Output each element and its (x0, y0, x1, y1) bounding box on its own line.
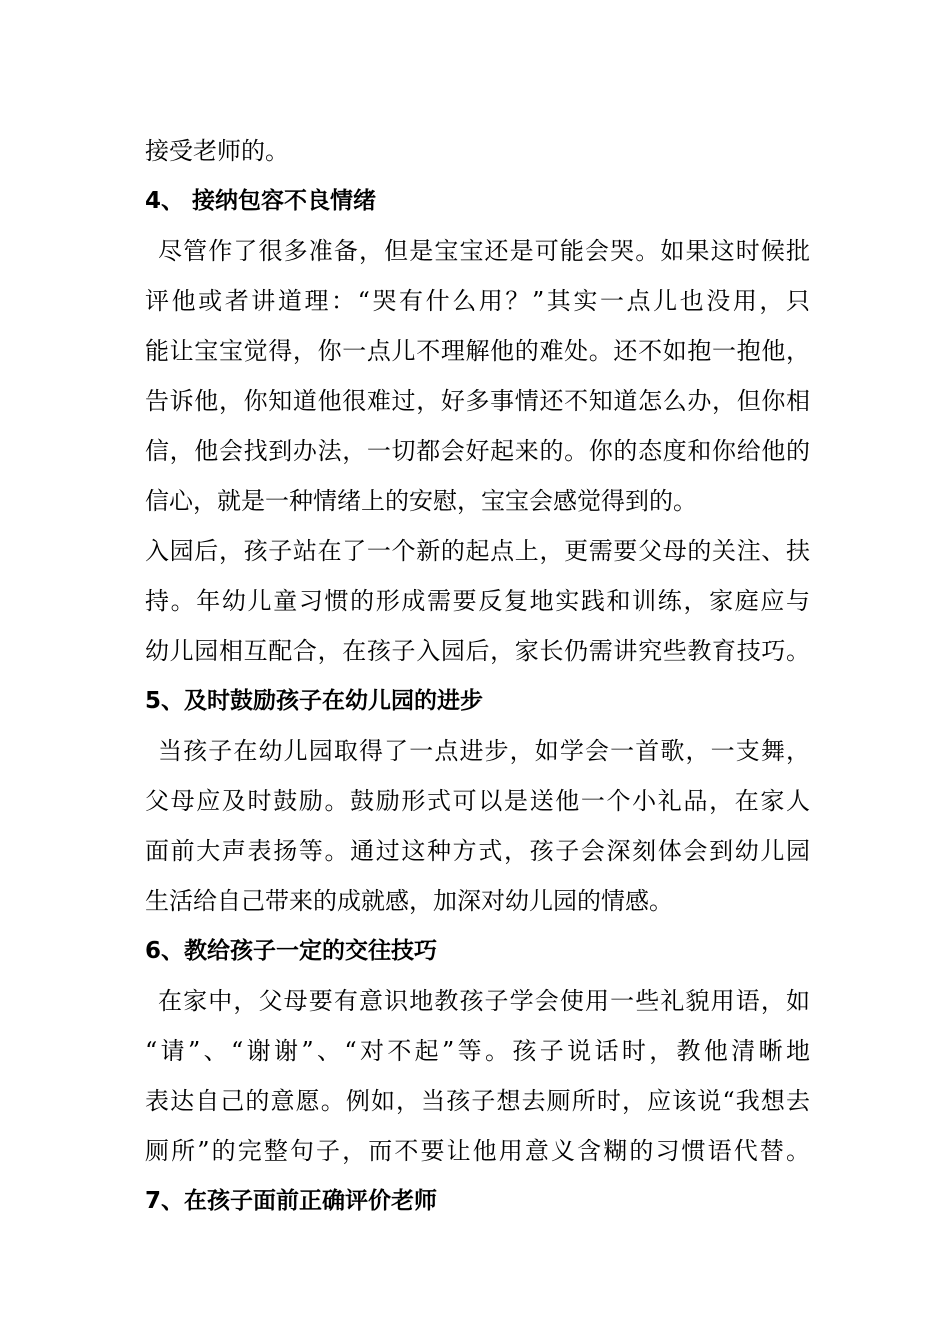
body-line: 在家中，父母要有意识地教孩子学会使用一些礼貌用语，如 (158, 987, 810, 1015)
body-line: 尽管作了很多准备，但是宝宝还是可能会哭。如果这时候批 (158, 237, 810, 265)
body-line: 能让宝宝觉得，你一点儿不理解他的难处。还不如抱一抱他， (145, 337, 810, 365)
body-line: 信心，就是一种情绪上的安慰，宝宝会感觉得到的。 (145, 487, 697, 515)
body-line: “请”、“谢谢”、“对不起”等。孩子说话时，教他清晰地 (145, 1037, 810, 1065)
section-heading: 6、教给孩子一定的交往技巧 (145, 938, 438, 964)
body-line: 面前大声表扬等。通过这种方式，孩子会深刻体会到幼儿园 (145, 837, 810, 865)
body-line: 厕所”的完整句子，而不要让他用意义含糊的习惯语代替。 (145, 1137, 810, 1165)
body-line: 接受老师的。 (145, 137, 289, 165)
body-line: 父母应及时鼓励。鼓励形式可以是送他一个小礼品，在家人 (145, 787, 810, 815)
section-heading: 7、在孩子面前正确评价老师 (145, 1188, 438, 1214)
section-heading: 4、 接纳包容不良情绪 (145, 188, 377, 214)
body-line: 幼儿园相互配合，在孩子入园后，家长仍需讲究些教育技巧。 (145, 637, 810, 665)
body-line: 持。年幼儿童习惯的形成需要反复地实践和训练，家庭应与 (145, 587, 810, 615)
document-page (145, 126, 810, 1226)
body-line: 评他或者讲道理：“哭有什么用？”其实一点儿也没用，只 (145, 287, 810, 315)
body-line: 入园后，孩子站在了一个新的起点上，更需要父母的关注、扶 (145, 537, 810, 565)
section-heading: 5、及时鼓励孩子在幼儿园的进步 (145, 688, 484, 714)
body-line: 表达自己的意愿。例如，当孩子想去厕所时，应该说“我想去 (145, 1087, 810, 1115)
body-line: 生活给自己带来的成就感，加深对幼儿园的情感。 (145, 887, 673, 915)
body-line: 信，他会找到办法，一切都会好起来的。你的态度和你给他的 (145, 437, 810, 465)
body-line: 当孩子在幼儿园取得了一点进步，如学会一首歌，一支舞， (158, 737, 810, 765)
body-line: 告诉他，你知道他很难过，好多事情还不知道怎么办，但你相 (145, 387, 810, 415)
